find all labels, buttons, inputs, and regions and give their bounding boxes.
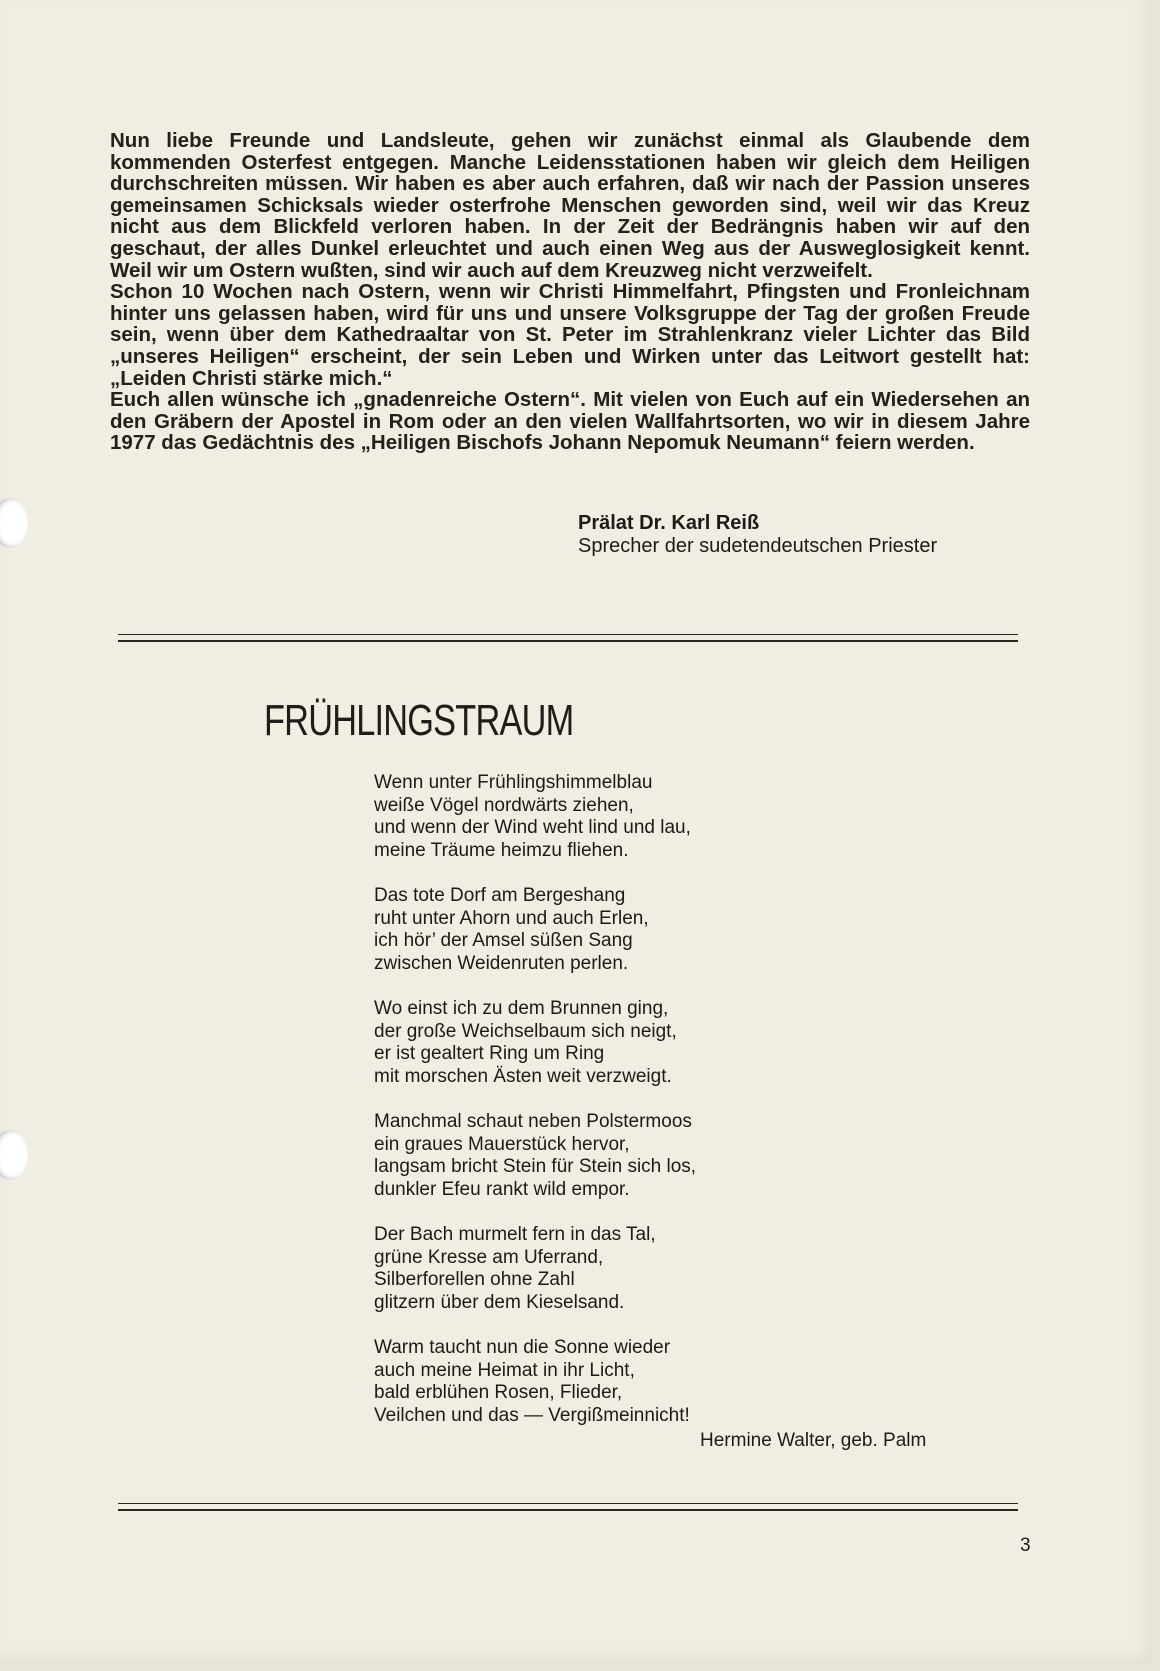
- poem-stanza: [374, 772, 696, 862]
- poem-stanza: [374, 1111, 696, 1201]
- poem-body: [374, 772, 696, 1450]
- poem-author: Hermine Walter, geb. Palm: [700, 1430, 927, 1451]
- poem-line: mit morschen Ästen weit verzweigt.: [374, 1065, 672, 1087]
- poem-line: Warm taucht nun die Sonne wieder: [374, 1337, 671, 1358]
- poem-line: grüne Kresse am Uferrand,: [374, 1246, 604, 1268]
- section-divider-bottom: [118, 1503, 1018, 1504]
- poem-line: Wo einst ich zu dem Brunnen ging,: [374, 998, 669, 1019]
- poem-line: bald erblühen Rosen, Flieder,: [374, 1382, 623, 1403]
- letter-signature: [578, 512, 937, 558]
- poem-line: auch meine Heimat in ihr Licht,: [374, 1359, 635, 1381]
- poem-line: glitzern über dem Kieselsand.: [374, 1291, 625, 1313]
- poem-stanza: [374, 998, 696, 1088]
- poem-line: er ist gealtert Ring um Ring: [374, 1043, 605, 1064]
- page-number: 3: [1020, 1535, 1031, 1556]
- poem-line: Veilchen und das — Vergißmeinnicht!: [374, 1404, 690, 1426]
- poem-line: ich hör’ der Amsel süßen Sang: [374, 930, 633, 951]
- binder-hole-top: [0, 498, 28, 548]
- poem-line: zwischen Weidenruten perlen.: [374, 952, 629, 974]
- letter-body: [110, 130, 1030, 454]
- poem-stanza: [374, 1224, 696, 1314]
- poem-line: Wenn unter Frühlingshimmelblau: [374, 772, 653, 793]
- poem-stanza: [374, 885, 696, 975]
- poem-line: und wenn der Wind weht lind und lau,: [374, 817, 691, 838]
- poem-line: Der Bach murmelt fern in das Tal,: [374, 1224, 656, 1245]
- poem-title: FRÜHLINGSTRAUM: [264, 696, 574, 745]
- letter-paragraph: Nun liebe Freunde und Landsleute, gehen wir zunächst einmal als Glaubende dem kommenden Osterfest entgegen. Manche Leidensstationen haben wir gleich dem Heiligen durchschreiten müssen. Wir haben es aber auch erfahren, daß wir nach der Passion unseres gemeinsamen Schicksals wieder osterfrohe Menschen geworden sind, weil wir das Kreuz nicht aus dem Blickfeld verloren haben. In der Zeit der Bedrängnis haben wir auf den geschaut, der alles Dunkel erleuchtet und auch einen Weg aus der Ausweglosigkeit kennt. Weil wir um Ostern wußten, sind wir auch auf dem Kreuzweg nicht verzweifelt.: [110, 129, 1030, 282]
- letter-paragraph: Schon 10 Wochen nach Ostern, wenn wir Christi Himmelfahrt, Pfingsten und Fronleichnam hinter uns gelassen haben, wird für uns und unsere Volksgruppe der Tag der großen Freude sein, wenn über dem Kathedraaltar von St. Peter im Strahlenkranz vieler Lichter das Bild „unseres Heiligen“ erscheint, der sein Leben und Wirken unter das Leitwort gestellt hat: „Leiden Christi stärke mich.“: [110, 280, 1030, 390]
- poem-line: weiße Vögel nordwärts ziehen,: [374, 794, 634, 816]
- signature-role: Sprecher der sudetendeutschen Priester: [578, 535, 938, 557]
- poem-line: der große Weichselbaum sich neigt,: [374, 1020, 677, 1042]
- poem-line: ruht unter Ahorn und auch Erlen,: [374, 907, 649, 929]
- poem-line: meine Träume heimzu fliehen.: [374, 839, 629, 861]
- poem-line: Silberforellen ohne Zahl: [374, 1269, 575, 1290]
- letter-paragraph: Euch allen wünsche ich „gnadenreiche Ostern“. Mit vielen von Euch auf ein Wiedersehen an den Gräbern der Apostel in Rom oder an den vielen Wallfahrtsorten, wo wir in diesem Jahre 1977 das Gedächtnis des „Heiligen Bischofs Johann Nepomuk Neumann“ feiern werden.: [110, 388, 1030, 455]
- signature-name: Prälat Dr. Karl Reiß: [578, 512, 760, 534]
- poem-line: langsam bricht Stein für Stein sich los,: [374, 1156, 697, 1177]
- poem-stanza: [374, 1337, 696, 1427]
- poem-line: Manchmal schaut neben Polstermoos: [374, 1111, 692, 1132]
- poem-line: dunkler Efeu rankt wild empor.: [374, 1178, 630, 1200]
- binder-hole-bottom: [0, 1130, 28, 1180]
- section-divider-top: [118, 634, 1018, 635]
- poem-line: Das tote Dorf am Bergeshang: [374, 885, 626, 906]
- poem-line: ein graues Mauerstück hervor,: [374, 1133, 630, 1155]
